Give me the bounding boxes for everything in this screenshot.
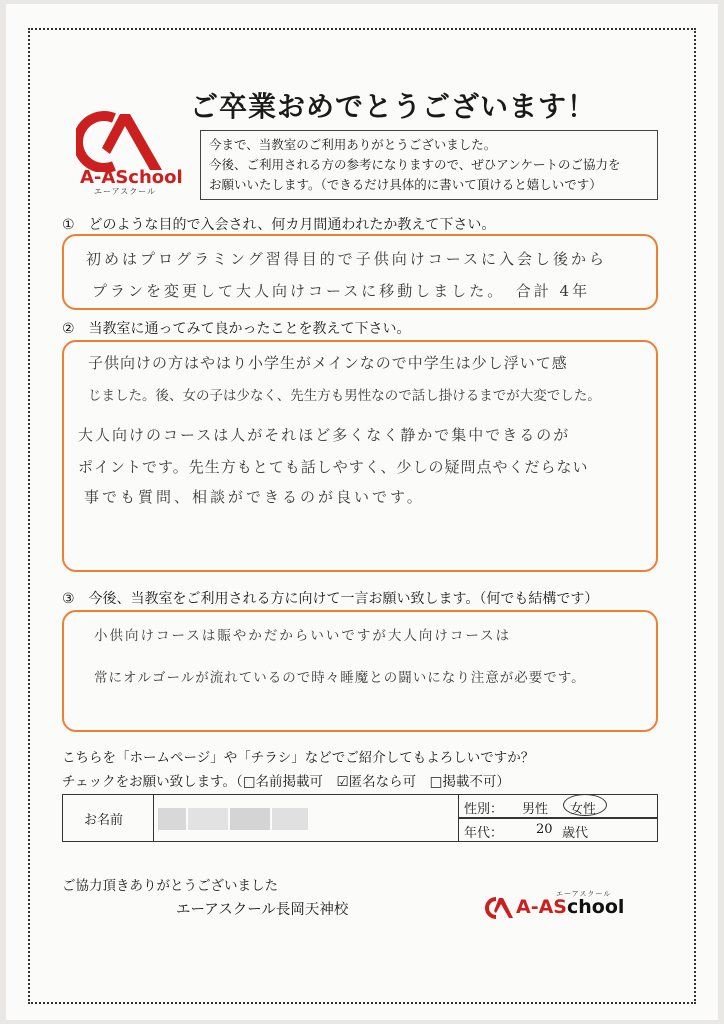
thanks-text: ご協力頂きありがとうございました	[62, 878, 278, 894]
question-3-label: ③ 今後、当教室をご利用される方に向けて一言お願い致します。（何でも結構です）	[62, 591, 599, 607]
school-logo-icon	[76, 110, 164, 172]
redacted-name	[158, 808, 186, 830]
footer-logo-icon	[484, 896, 514, 920]
consent-question: こちらを「ホームページ」や「チラシ」などでご紹介してもよろしいですか？	[62, 750, 535, 766]
footer-brand	[516, 896, 624, 918]
answer-2-line: 大人向けのコースは人がそれほど多くなく静かで集中できるのが	[78, 426, 571, 444]
intro-box	[200, 130, 658, 200]
answer-2-line: 子供向けの方はやはり小学生がメインなので中学生は少し浮いて感	[88, 354, 568, 372]
option-anonymous-checkbox[interactable]: ☑匿名なら可	[336, 774, 417, 790]
answer-3-line: 常にオルゴールが流れているので時々睡魔との闘いになり注意が必要です。	[94, 670, 586, 686]
answer-2-line: 事でも質問、相談ができるのが良いです。	[84, 488, 425, 506]
footer-brand-kana: エーアスクール	[556, 890, 612, 898]
intro-line: 今後、ご利用される方の参考になりますので、ぜひアンケートのご協力を	[209, 157, 621, 172]
logo-kana: エーアスクール	[94, 187, 157, 196]
page-title: ご卒業おめでとうございます！	[190, 90, 597, 123]
gender-female-option[interactable]: 女性	[570, 802, 597, 817]
option-no-publish-checkbox[interactable]: □掲載不可）	[429, 774, 510, 790]
selected-circle-mark	[563, 794, 607, 816]
question-2-label: ② 当教室に通ってみて良かったことを教えて下さい。	[62, 321, 411, 337]
redacted-name	[230, 808, 270, 830]
answer-1-line: 初めはプログラミング習得目的で子供向けコースに入会し後から	[86, 250, 607, 268]
name-label: お名前	[84, 813, 124, 828]
intro-line: お願いいたします。（できるだけ具体的に書いて頂けると嬉しいです）	[209, 177, 602, 192]
gender-label: 性別：	[464, 802, 504, 817]
answer-2-line: じました。後、女の子は少なく、先生方も男性なので話し掛けるまでが大変でした。	[88, 388, 601, 404]
question-1-label: ① どのような目的で入会され、何カ月間通われたか教えて下さい。	[62, 217, 496, 233]
footer-brand-a: A-AS	[516, 896, 567, 918]
age-unit: 歳代	[562, 826, 589, 841]
option-name-ok-checkbox[interactable]: □名前掲載可	[242, 774, 324, 790]
answer-3-line: 小供向けコースは賑やかだからいいですが大人向けコースは	[94, 628, 512, 644]
age-label: 年代：	[464, 826, 504, 841]
consent-prefix: チェックをお願い致します。（	[62, 774, 243, 790]
answer-1-line: プランを変更して大人向けコースに移動しました。 合計 4年	[92, 282, 591, 300]
logo-text: A-ASchool	[80, 167, 183, 188]
gender-male-option[interactable]: 男性	[522, 802, 549, 817]
intro-line: 今まで、当教室のご利用ありがとうございました。	[209, 137, 497, 152]
redacted-name	[272, 808, 308, 830]
age-value[interactable]: 20	[536, 822, 553, 837]
footer-brand-b: chool	[566, 896, 625, 918]
consent-row	[62, 770, 510, 790]
school-name: エーアスクール長岡天神校	[176, 902, 349, 918]
redacted-name	[188, 808, 228, 830]
answer-2-line: ポイントです。先生方もとても話しやすく、少しの疑問点やくだらない	[78, 458, 589, 476]
